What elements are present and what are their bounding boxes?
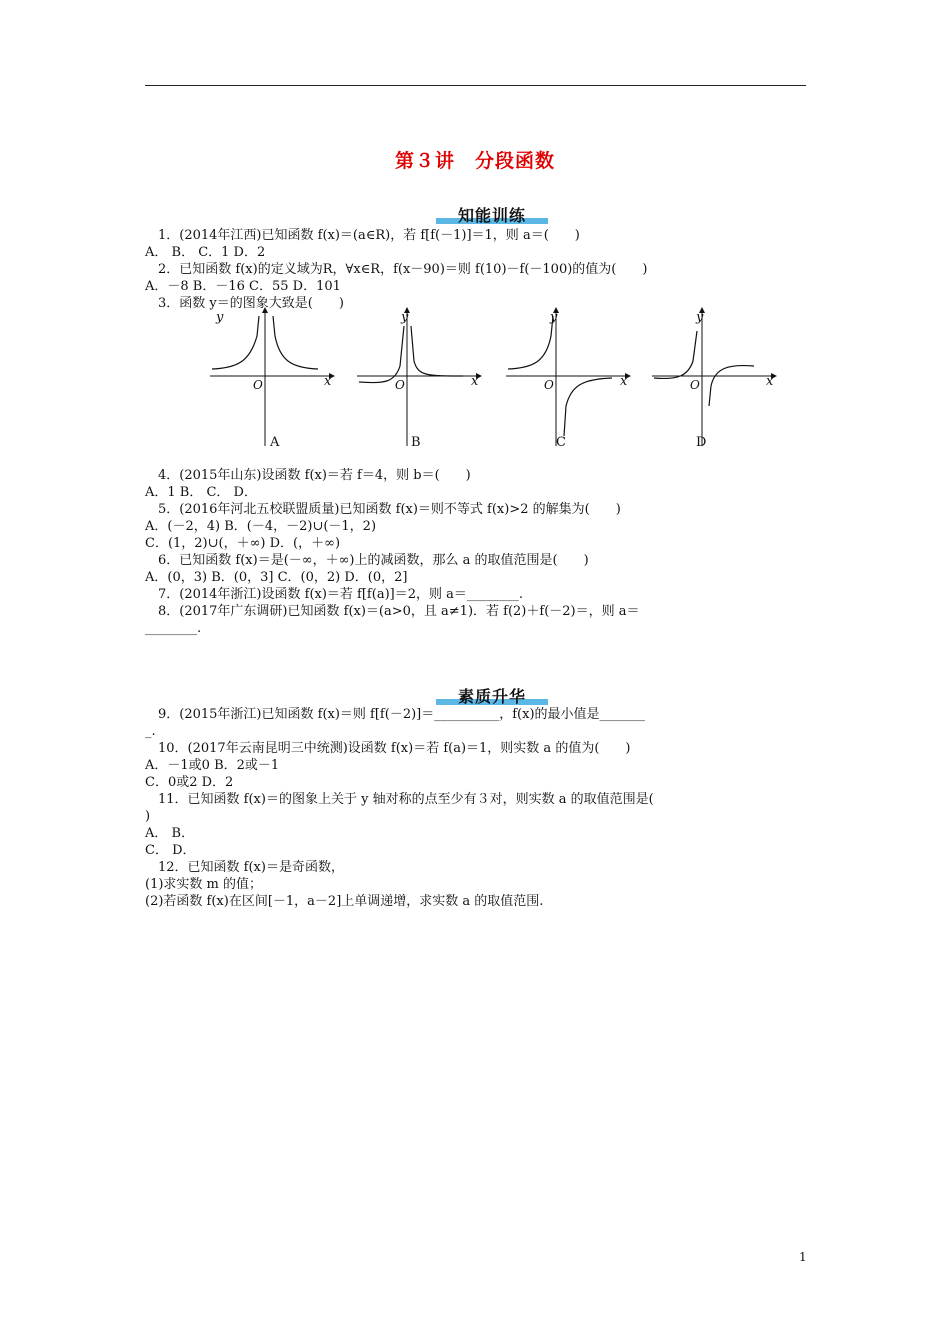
graph-caption: B [411,435,421,450]
answer-line: A． B． C．1 D．2 [145,245,266,260]
x-axis-label: x [471,374,479,389]
question-line: 2．已知函数 f(x)的定义域为R，∀x∈R，f(x－90)＝则 f(10)－f(－100)的值为( ) [145,262,648,277]
sub-question-line: (1)求实数 m 的值； [145,877,263,892]
origin-label: O [690,378,700,392]
question-line: 6．已知函数 f(x)＝是(－∞，＋∞)上的减函数，那么 a 的取值范围是( ) [145,553,589,568]
graph-options [200,306,790,456]
question-line: 7．(2014年浙江)设函数 f(x)＝若 f[f(a)]＝2，则 a＝________. [145,587,523,602]
page-title: 第３讲 分段函数 [394,150,555,172]
y-axis-label: y [401,310,409,325]
question-line: 8．(2017年广东调研)已知函数 f(x)＝(a>0，且 a≠1)．若 f(2)＋f(－2)＝，则 a＝ [145,604,640,619]
graph-caption: D [696,435,707,450]
question-line-continued: ) [145,809,151,824]
answer-line: A．－1或0 B．2或－1 [145,758,280,773]
graph-b [355,306,485,456]
answer-line: C． D． [145,843,196,858]
answer-line: C．(1，2)∪(，＋∞) D．(，＋∞) [145,536,341,551]
question-line-continued: _. [145,724,156,739]
answer-line: C．0或2 D．2 [145,775,234,790]
question-line: 4．(2015年山东)设函数 f(x)＝若 f＝4，则 b＝( ) [145,468,471,483]
question-line: 9．(2015年浙江)已知函数 f(x)＝则 f[f(－2)]＝__________，f(x)的最小值是_______ [145,707,646,722]
origin-label: O [544,378,554,392]
sub-question-line: (2)若函数 f(x)在区间[－1，a－2]上单调递增，求实数 a 的取值范围. [145,894,544,909]
question-line: 3．函数 y＝的图象大致是( ) [145,296,344,311]
answer-line: A．(0，3) B．(0，3] C．(0，2) D．(0，2] [145,570,408,585]
question-line: 11．已知函数 f(x)＝的图象上关于 y 轴对称的点至少有３对，则实数 a 的取值范围是( [145,792,654,807]
origin-label: O [395,378,405,392]
x-axis-label: x [766,374,774,389]
x-axis-label: x [324,374,332,389]
y-axis-label: y [550,310,558,325]
header-rule [145,85,806,86]
answer-line: A．(－2，4) B．(－4，－2)∪(－1，2) [145,519,377,534]
section-banner-advanced: 素质升华 [436,688,548,706]
y-axis-label: y [216,310,224,325]
section-banner-training: 知能训练 [436,207,548,225]
page-number: 1 [799,1250,807,1264]
question-line: 12．已知函数 f(x)＝是奇函数， [145,860,344,875]
question-line: 5．(2016年河北五校联盟质量)已知函数 f(x)＝则不等式 f(x)>2 的解集为( ) [145,502,621,517]
x-axis-label: x [620,374,628,389]
graph-a [208,306,338,456]
answer-line: A．1 B． C． D． [145,485,257,500]
origin-label: O [253,378,263,392]
graph-d [650,306,780,456]
question-line: 10．(2017年云南昆明三中统测)设函数 f(x)＝若 f(a)＝1，则实数 a 的值为( ) [145,741,631,756]
graph-caption: C [556,435,566,450]
answer-line: A．－8 B．－16 C．55 D．101 [145,279,341,294]
graph-c [504,306,634,456]
question-line: 1．(2014年江西)已知函数 f(x)＝(a∈R)，若 f[f(－1)]＝1，则 a＝( ) [145,228,580,243]
y-axis-label: y [696,310,704,325]
question-line-continued: ________. [145,621,202,636]
answer-line: A． B． [145,826,195,841]
graph-caption: A [270,435,280,450]
